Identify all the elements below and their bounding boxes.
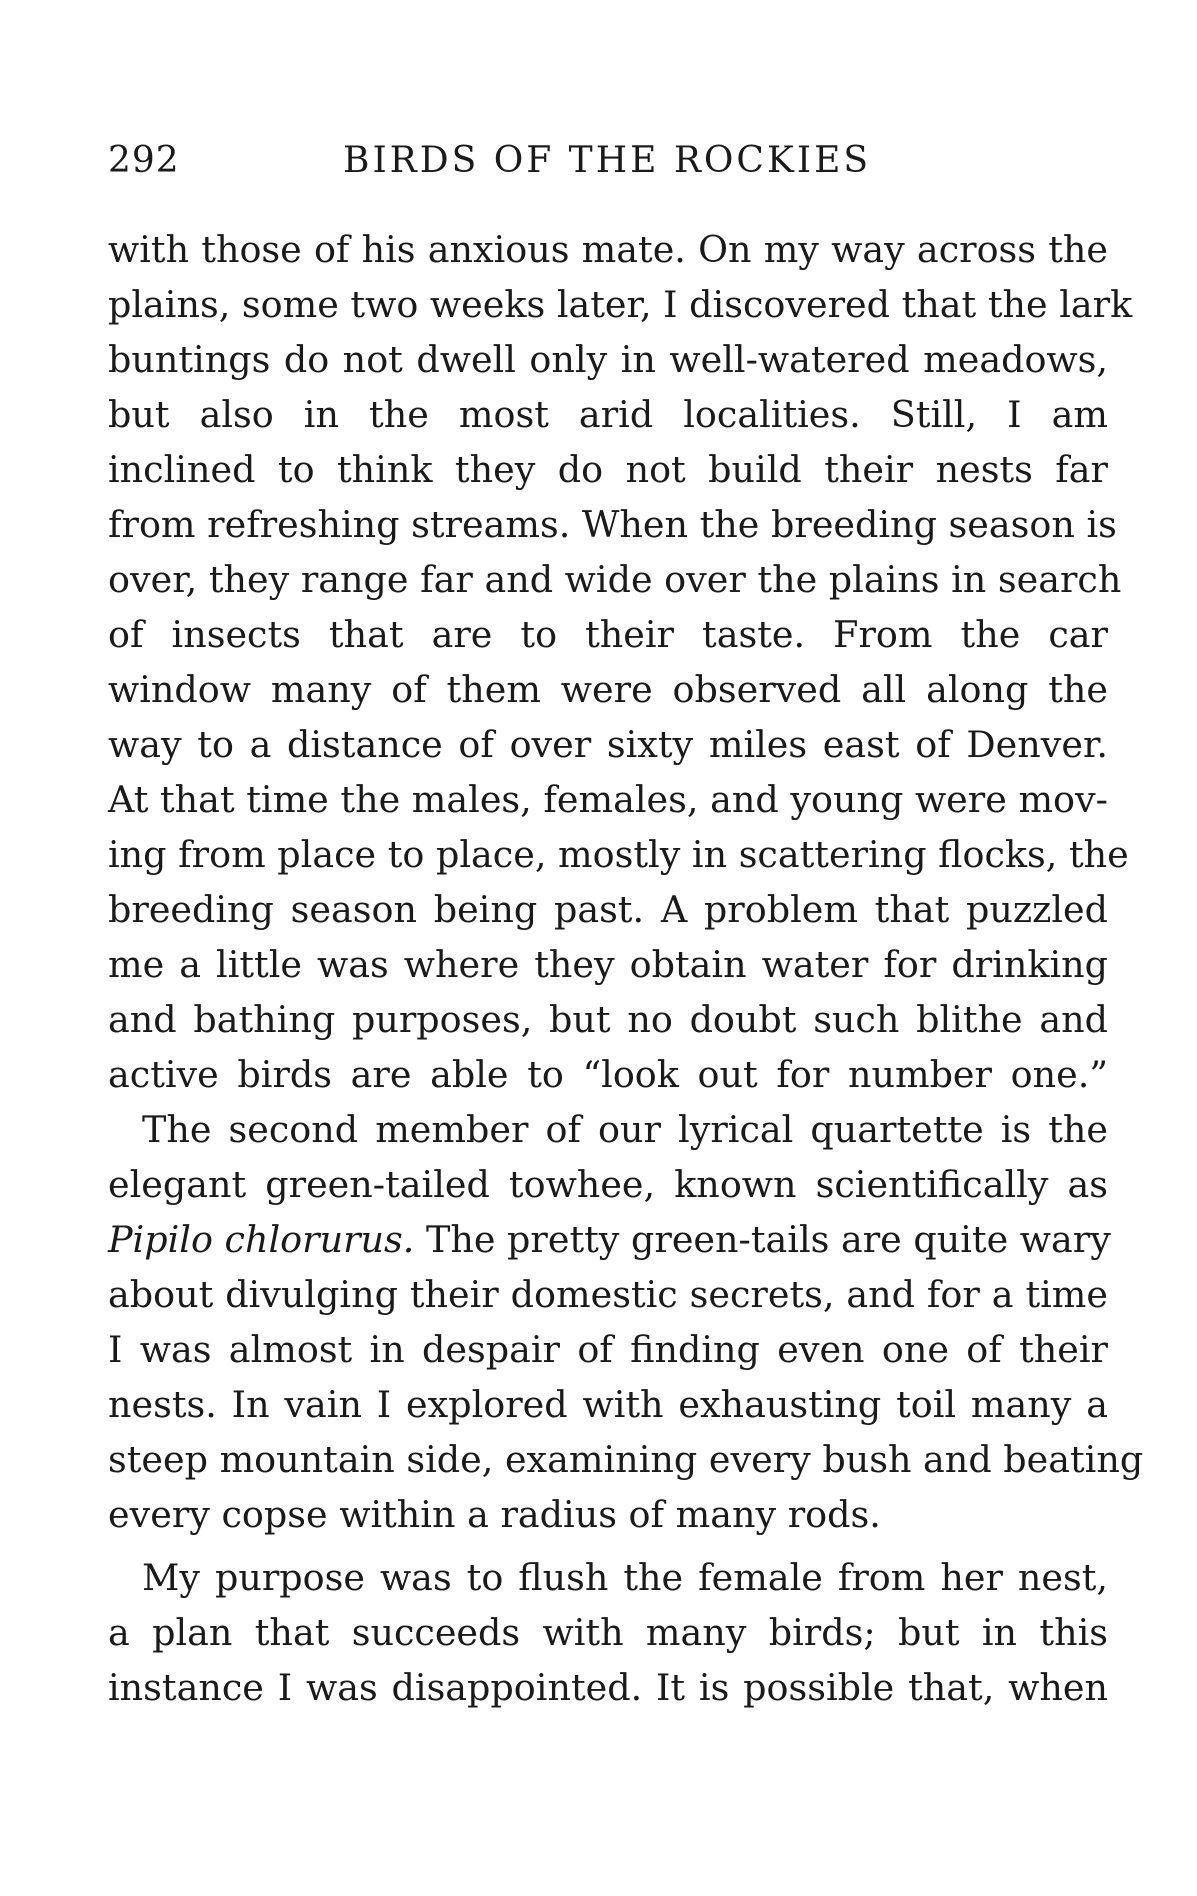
page-header — [108, 140, 1108, 190]
paragraph-2 — [108, 1102, 1144, 1542]
text-line: The second member of our lyrical quartette is the — [142, 1108, 1108, 1151]
text-line: active birds are able to “look out for number one.” — [108, 1053, 1108, 1096]
text-line: instance I was disappointed. It is possible that, when — [108, 1666, 1108, 1709]
text-line: nests. In vain I explored with exhausting toil many a — [108, 1383, 1108, 1426]
text-line: breeding season being past. A problem that puzzled — [108, 888, 1108, 931]
text-line: inclined to think they do not build their nests far — [108, 448, 1108, 491]
text-line: over, they range far and wide over the plains in search — [108, 558, 1122, 601]
text-line: At that time the males, females, and young were mov- — [108, 778, 1108, 821]
running-title: BIRDS OF THE ROCKIES — [343, 140, 872, 181]
paragraph-1 — [108, 222, 1133, 1102]
text-line-with-species — [108, 1212, 1111, 1267]
text-line: from refreshing streams. When the breeding season is — [108, 503, 1117, 546]
paragraph-3 — [108, 1550, 1108, 1715]
text-line: but also in the most arid localities. Still, I am — [108, 393, 1108, 436]
text-line: every copse within a radius of many rods. — [108, 1493, 881, 1536]
text-line: about divulging their domestic secrets, and for a time — [108, 1273, 1108, 1316]
body-text — [108, 222, 1144, 1715]
text-line: window many of them were observed all along the — [108, 668, 1108, 711]
text-line: ing from place to place, mostly in scattering flocks, the — [108, 833, 1129, 876]
text-line: buntings do not dwell only in well-watered meadows, — [108, 338, 1108, 381]
text-line: with those of his anxious mate. On my way across the — [108, 228, 1108, 271]
text-line: My purpose was to flush the female from her nest, — [142, 1556, 1108, 1599]
text-line: of insects that are to their taste. From the car — [108, 613, 1108, 656]
text-line: I was almost in despair of finding even one of their — [108, 1328, 1108, 1371]
text-line: steep mountain side, examining every bush and beating — [108, 1438, 1144, 1481]
text-segment: The pretty green-tails are quite wary — [414, 1218, 1111, 1261]
text-line: a plan that succeeds with many birds; but in this — [108, 1611, 1108, 1654]
species-name: Pipilo chlorurus. — [108, 1218, 415, 1261]
text-line: way to a distance of over sixty miles east of Denver. — [108, 723, 1108, 766]
text-line: and bathing purposes, but no doubt such blithe and — [108, 998, 1108, 1041]
page-number: 292 — [108, 140, 180, 181]
text-line: plains, some two weeks later, I discovered that the lark — [108, 283, 1133, 326]
text-line: elegant green-tailed towhee, known scientifically as — [108, 1163, 1108, 1206]
text-line: me a little was where they obtain water for drinking — [108, 943, 1108, 986]
